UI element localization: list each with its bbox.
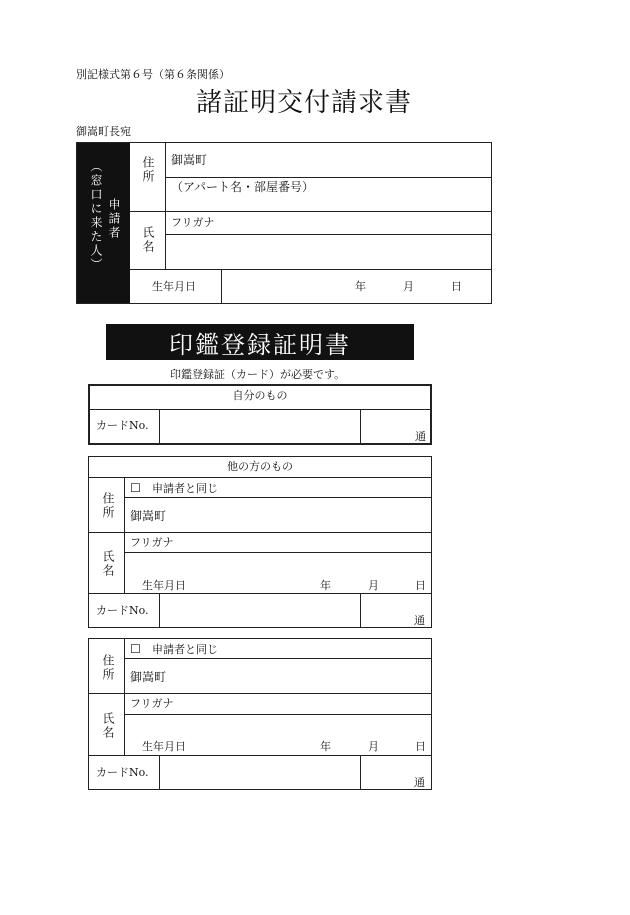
seal-certificate-banner: 印鑑登録証明書 bbox=[106, 324, 414, 360]
other-address-value[interactable]: 御嵩町 bbox=[130, 509, 167, 523]
applicant-dob-label: 生年月日 bbox=[152, 280, 196, 293]
applicant-dob-year: 年 bbox=[355, 280, 366, 293]
same-as-applicant-label: 申請者と同じ bbox=[152, 643, 218, 656]
applicant-name-field[interactable] bbox=[165, 235, 491, 268]
other-card-count-unit: 通 bbox=[414, 776, 425, 789]
other-person-section-1 bbox=[88, 456, 432, 628]
own-card-count-unit: 通 bbox=[415, 430, 426, 443]
seal-card-note: 印鑑登録証（カード）が必要です。 bbox=[170, 368, 346, 381]
own-card-number-field[interactable] bbox=[160, 410, 359, 443]
applicant-section bbox=[76, 142, 492, 304]
other-person-header: 他の方のもの bbox=[227, 460, 293, 473]
other-name-field[interactable] bbox=[125, 715, 431, 735]
other-address-label: 住所 bbox=[101, 492, 115, 520]
other-dob-day: 日 bbox=[415, 579, 426, 592]
other-dob-month: 月 bbox=[368, 740, 379, 753]
other-card-number-field[interactable] bbox=[160, 594, 359, 627]
other-card-label: カードNo. bbox=[96, 604, 149, 617]
own-card-header: 自分のもの bbox=[232, 389, 288, 402]
other-dob-label: 生年月日 bbox=[142, 579, 186, 592]
applicant-address-value[interactable]: 御嵩町 bbox=[171, 153, 208, 167]
same-as-applicant-checkbox[interactable]: ☐ bbox=[130, 642, 141, 656]
applicant-address-label: 住所 bbox=[141, 156, 155, 184]
own-card-label: カードNo. bbox=[96, 419, 149, 432]
applicant-role-label: 申請者 bbox=[107, 198, 121, 240]
applicant-dob-month: 月 bbox=[403, 280, 414, 293]
applicant-name-label: 氏名 bbox=[141, 226, 155, 254]
other-name-field[interactable] bbox=[125, 553, 431, 573]
applicant-furigana-label: フリガナ bbox=[171, 216, 215, 229]
same-as-applicant-checkbox[interactable]: ☐ bbox=[130, 481, 141, 495]
other-address-label: 住所 bbox=[101, 654, 115, 682]
document-title: 諸証明交付請求書 bbox=[196, 88, 413, 118]
addressee: 御嵩町長宛 bbox=[76, 125, 131, 138]
applicant-dob-day: 日 bbox=[451, 280, 462, 293]
other-card-label: カードNo. bbox=[96, 766, 149, 779]
other-name-label: 氏名 bbox=[101, 550, 115, 578]
applicant-side-label: （窓口に来た人） bbox=[89, 160, 103, 272]
same-as-applicant-label: 申請者と同じ bbox=[152, 482, 218, 495]
other-person-section-2 bbox=[88, 638, 432, 790]
other-dob-year: 年 bbox=[320, 579, 331, 592]
other-dob-label: 生年月日 bbox=[142, 740, 186, 753]
other-dob-day: 日 bbox=[415, 740, 426, 753]
applicant-address-note: （アパート名・部屋番号） bbox=[171, 180, 315, 194]
other-furigana-label: フリガナ bbox=[130, 536, 174, 549]
other-card-count-unit: 通 bbox=[414, 614, 425, 627]
other-address-value[interactable]: 御嵩町 bbox=[130, 670, 167, 684]
other-name-label: 氏名 bbox=[101, 712, 115, 740]
other-furigana-label: フリガナ bbox=[130, 697, 174, 710]
other-card-number-field[interactable] bbox=[160, 756, 359, 789]
own-card-section bbox=[88, 384, 432, 445]
other-dob-month: 月 bbox=[368, 579, 379, 592]
form-number: 別記様式第６号（第６条関係） bbox=[76, 68, 230, 81]
other-dob-year: 年 bbox=[320, 740, 331, 753]
